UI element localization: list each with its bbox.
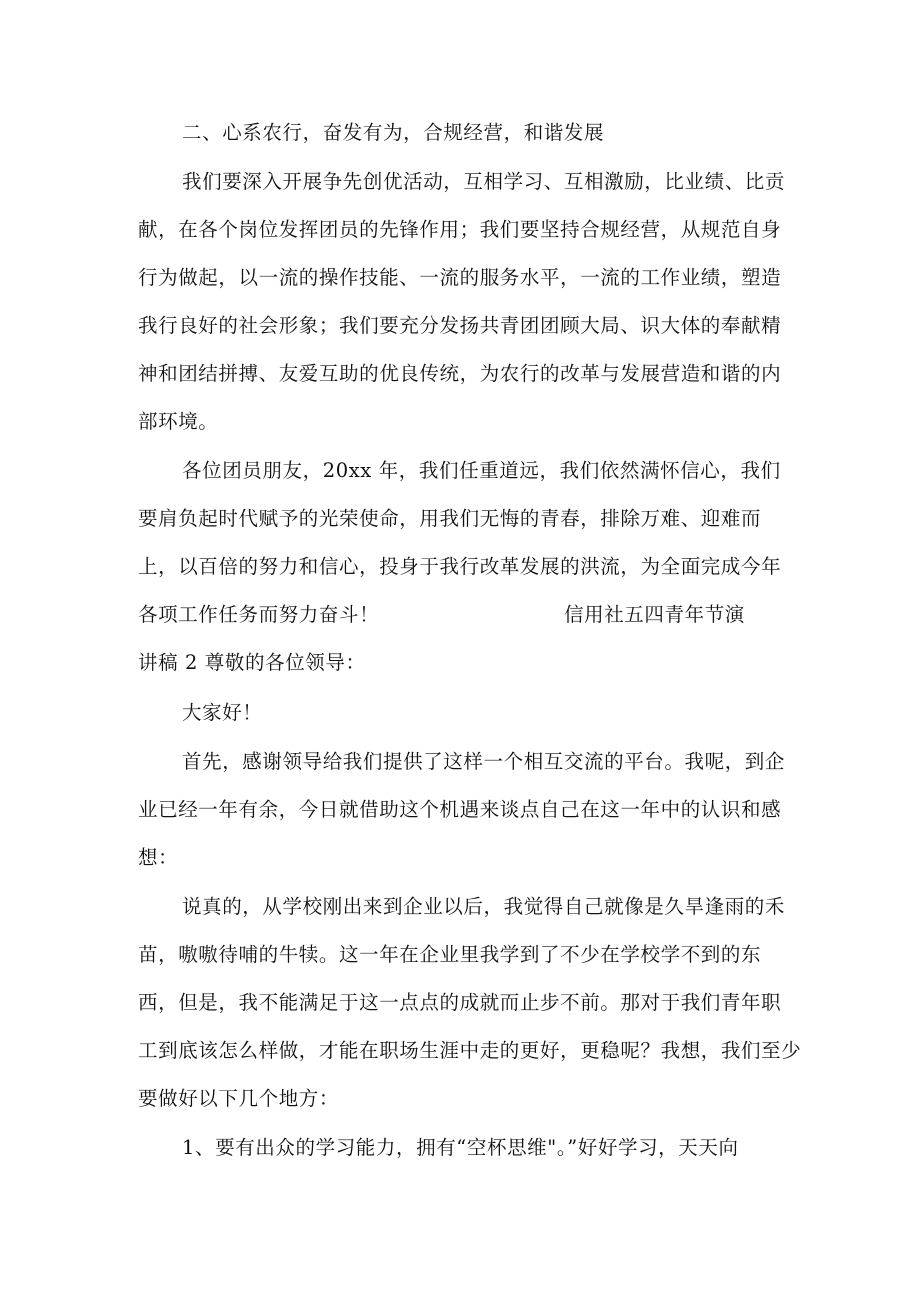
paragraph-line: 工到底该怎么样做，才能在职场生涯中走的更好，更稳呢？我想，我们至少: [138, 1039, 802, 1062]
paragraph-line: 各位团员朋友，20xx 年，我们任重道远，我们依然满怀信心，我们: [182, 459, 781, 482]
paragraph-line: 说真的，从学校刚出来到企业以后，我觉得自己就像是久旱逢雨的禾: [182, 895, 786, 918]
speech-title-end: 讲稿 2 尊敬的各位领导：: [138, 651, 366, 674]
paragraph-line: 部环境。: [138, 410, 219, 433]
paragraph-line: 我们要深入开展争先创优活动，互相学习、互相激励，比业绩、比贡: [182, 170, 786, 193]
paragraph-line: 想：: [138, 846, 179, 869]
paragraph-line: 业已经一年有余，今日就借助这个机遇来谈点自己在这一年中的认识和感: [138, 798, 782, 821]
paragraph-line: 西，但是，我不能满足于这一点点的成就而止步不前。那对于我们青年职: [138, 991, 782, 1014]
paragraph-line: 要肩负起时代赋予的光荣使命，用我们无悔的青春，排除万难、迎难而: [138, 507, 762, 530]
paragraph-line: 献，在各个岗位发挥团员的先锋作用；我们要坚持合规经营，从规范自身: [138, 218, 782, 241]
speech-title-start: 信用社五四青年节演: [564, 603, 745, 626]
paragraph-line: 要做好以下几个地方：: [138, 1087, 340, 1110]
list-item-line: 1、要有出众的学习能力，拥有“空杯思维"。”好好学习，天天向: [182, 1136, 739, 1159]
paragraph-line: 行为做起，以一流的操作技能、一流的服务水平，一流的工作业绩，塑造: [138, 266, 782, 289]
section-heading: 二、心系农行，奋发有为，合规经营，和谐发展: [182, 121, 605, 144]
paragraph-line: 神和团结拼搏、友爱互助的优良传统，为农行的改革与发展营造和谐的内: [138, 362, 782, 385]
paragraph-line: 苗，嗷嗷待哺的牛犊。这一年在企业里我学到了不少在学校学不到的东: [138, 943, 762, 966]
paragraph-line: 上，以百倍的努力和信心，投身于我行改革发展的洪流，为全面完成今年: [138, 555, 782, 578]
paragraph-line: 我行良好的社会形象；我们要充分发扬共青团团顾大局、识大体的奉献精: [138, 314, 782, 337]
greeting: 大家好！: [182, 701, 263, 724]
paragraph-line: 各项工作任务而努力奋斗！: [138, 603, 380, 626]
paragraph-line: 首先，感谢领导给我们提供了这样一个相互交流的平台。我呢，到企: [182, 750, 786, 773]
